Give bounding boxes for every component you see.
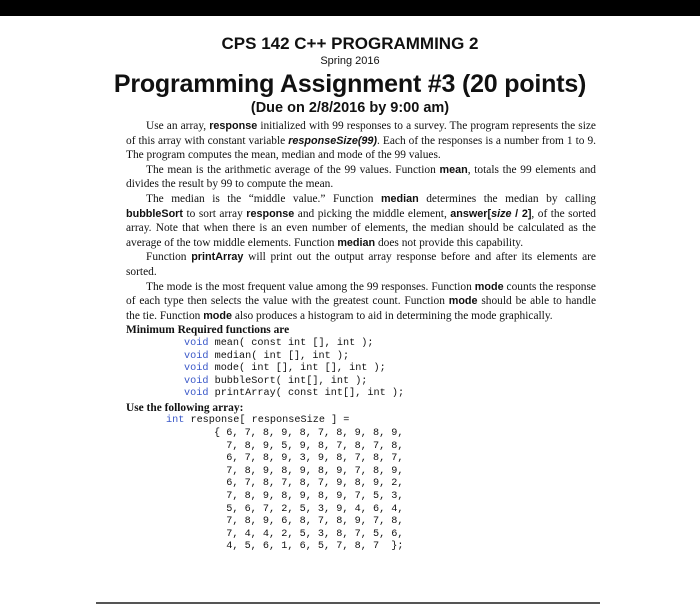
prototype-mode: void mode( int [], int [], int );	[184, 363, 386, 375]
paragraph-print-array: Function printArray will print out the output array response before and after its elements are sorted.	[126, 251, 596, 278]
array-row: 4, 5, 6, 1, 6, 5, 7, 8, 7 };	[214, 541, 404, 553]
assignment-title: Programming Assignment #3 (20 points)	[113, 70, 587, 98]
array-row: 5, 6, 7, 2, 5, 3, 9, 4, 6, 4,	[214, 503, 404, 515]
paragraph-array-intro: Use an array, response initialized with 99 responses to a survey. The program represents the size of this array with constant variable responseSize(99). Each of the responses is a number from 1 to 9. The program computes the mean, median and mode of the 99 values.	[126, 120, 596, 162]
top-bar	[0, 0, 700, 16]
array-row: 6, 7, 8, 9, 3, 9, 8, 7, 8, 7,	[214, 453, 404, 465]
course-title: CPS 142 C++ PROGRAMMING 2	[221, 34, 479, 53]
paragraph-mean: The mean is the arithmetic average of the 99 values. Function mean, totals the 99 elements and divides the result by 99 to compute the mean.	[126, 163, 596, 191]
array-row: 7, 8, 9, 8, 9, 8, 9, 7, 5, 3,	[214, 491, 404, 503]
paragraph-mode: The mode is the most frequent value among the 99 responses. Function mode counts the response of each type then selects the value with the greatest count. Function mode should be able to handle the tie. Function mode also produces a histogram to aid in determining the mode graphically.	[126, 280, 597, 322]
prototype-printarray: void printArray( const int[], int );	[184, 388, 405, 400]
functions-heading: Minimum Required functions are	[126, 324, 290, 337]
prototype-median: void median( int [], int );	[184, 350, 350, 362]
term-label: Spring 2016	[320, 55, 380, 67]
array-row: 6, 7, 8, 7, 8, 7, 9, 8, 9, 2,	[214, 478, 404, 490]
array-declaration: int response[ responseSize ] =	[166, 415, 350, 427]
array-row: { 6, 7, 8, 9, 8, 7, 8, 9, 8, 9,	[214, 428, 404, 440]
due-date: (Due on 2/8/2016 by 9:00 am)	[250, 100, 450, 116]
prototype-bubblesort: void bubbleSort( int[], int );	[184, 375, 368, 387]
prototype-mean: void mean( const int [], int );	[184, 337, 374, 349]
array-heading: Use the following array:	[126, 401, 244, 414]
array-row: 7, 8, 9, 6, 8, 7, 8, 9, 7, 8,	[214, 516, 404, 528]
array-row: 7, 4, 4, 2, 5, 3, 8, 7, 5, 6,	[214, 528, 404, 540]
array-row: 7, 8, 9, 8, 9, 8, 9, 7, 8, 9,	[214, 465, 404, 477]
array-code	[126, 415, 596, 554]
assignment-body	[126, 119, 596, 554]
page-rule	[96, 602, 600, 604]
function-prototypes	[126, 338, 596, 401]
array-row: 7, 8, 9, 5, 9, 8, 7, 8, 7, 8,	[214, 440, 404, 452]
paragraph-median: The median is the “middle value.” Function median determines the median by calling bubbleSort to sort array response and picking the middle element, answer[size / 2], of the sorted array. Note that when there is an even number of elements, the median should be calculated as the average of the tow middle elements. Function median does not provide this capability.	[126, 192, 596, 249]
